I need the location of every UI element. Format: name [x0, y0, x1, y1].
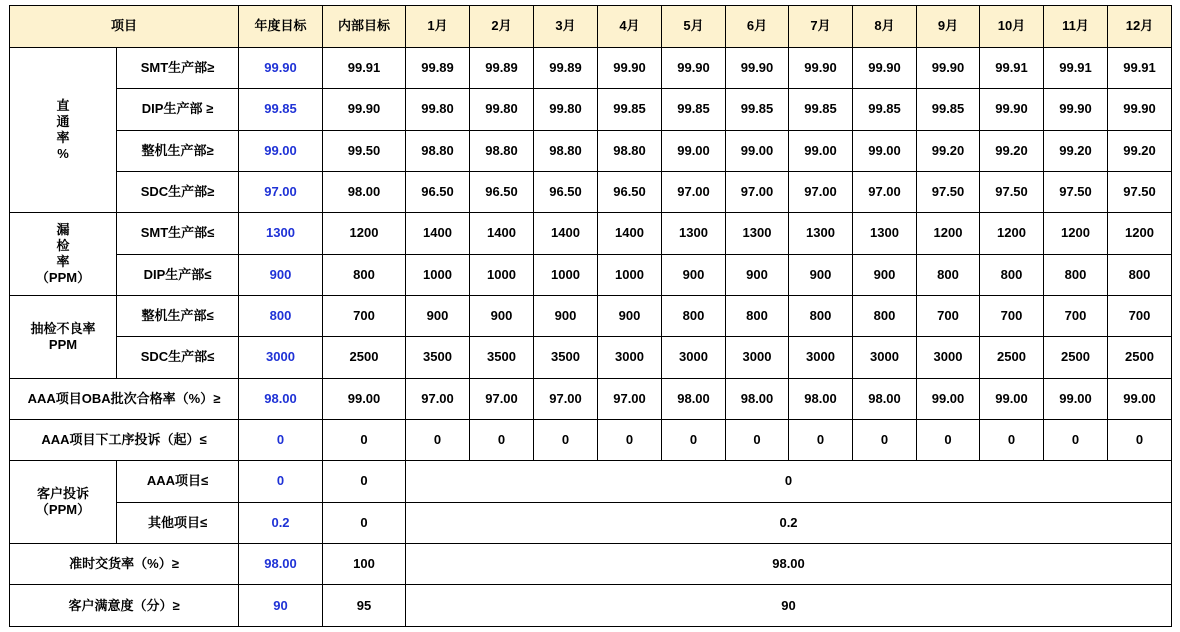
- month-cell: 800: [1108, 254, 1172, 295]
- month-cell: 98.00: [853, 378, 917, 419]
- month-cell: 97.50: [980, 172, 1044, 213]
- internal-target-cell: 0: [323, 461, 406, 502]
- month-cell: 1400: [406, 213, 470, 254]
- month-cell: 800: [789, 296, 853, 337]
- internal-target-cell: 100: [323, 544, 406, 585]
- month-cell: 99.85: [917, 89, 980, 130]
- header-month: 6月: [726, 6, 789, 48]
- month-cell: 98.80: [406, 130, 470, 171]
- month-cell: 99.89: [406, 48, 470, 89]
- month-cell: 98.00: [726, 378, 789, 419]
- month-cell: 1000: [598, 254, 662, 295]
- month-cell: 99.20: [1044, 130, 1108, 171]
- month-cell: 900: [406, 296, 470, 337]
- month-cell: 99.85: [598, 89, 662, 130]
- row-label: AAA项目下工序投诉（起）≤: [10, 420, 239, 461]
- month-cell: 96.50: [470, 172, 534, 213]
- header-month: 2月: [470, 6, 534, 48]
- month-cell: 900: [470, 296, 534, 337]
- month-cell: 0: [406, 420, 470, 461]
- month-cell: 98.00: [789, 378, 853, 419]
- month-cell: 99.90: [917, 48, 980, 89]
- row-label: SMT生产部≥: [117, 48, 239, 89]
- month-cell: 1400: [470, 213, 534, 254]
- merged-month-cell: 0.2: [406, 502, 1172, 543]
- annual-target-cell: 98.00: [239, 378, 323, 419]
- month-cell: 3000: [726, 337, 789, 378]
- month-cell: 96.50: [598, 172, 662, 213]
- month-cell: 0: [598, 420, 662, 461]
- month-cell: 2500: [1044, 337, 1108, 378]
- month-cell: 99.85: [789, 89, 853, 130]
- month-cell: 700: [1044, 296, 1108, 337]
- internal-target-cell: 99.00: [323, 378, 406, 419]
- month-cell: 3500: [470, 337, 534, 378]
- table-row: [10, 213, 1172, 254]
- month-cell: 99.90: [1044, 89, 1108, 130]
- merged-month-cell: 98.00: [406, 544, 1172, 585]
- month-cell: 900: [853, 254, 917, 295]
- month-cell: 2500: [980, 337, 1044, 378]
- row-label: DIP生产部≤: [117, 254, 239, 295]
- month-cell: 800: [853, 296, 917, 337]
- month-cell: 900: [534, 296, 598, 337]
- month-cell: 99.91: [1044, 48, 1108, 89]
- annual-target-cell: 97.00: [239, 172, 323, 213]
- month-cell: 99.85: [726, 89, 789, 130]
- month-cell: 0: [789, 420, 853, 461]
- month-cell: 0: [917, 420, 980, 461]
- month-cell: 1400: [534, 213, 598, 254]
- month-cell: 1400: [598, 213, 662, 254]
- month-cell: 1200: [980, 213, 1044, 254]
- month-cell: 2500: [1108, 337, 1172, 378]
- annual-target-cell: 800: [239, 296, 323, 337]
- month-cell: 99.00: [1108, 378, 1172, 419]
- header-month: 10月: [980, 6, 1044, 48]
- month-cell: 97.50: [1044, 172, 1108, 213]
- month-cell: 3500: [406, 337, 470, 378]
- month-cell: 900: [726, 254, 789, 295]
- month-cell: 98.80: [534, 130, 598, 171]
- table-row: [10, 48, 1172, 89]
- header-internal-target: 内部目标: [323, 6, 406, 48]
- month-cell: 0: [662, 420, 726, 461]
- category-cell: 直 通 率 %: [10, 48, 117, 213]
- month-cell: 97.00: [534, 378, 598, 419]
- month-cell: 800: [662, 296, 726, 337]
- annual-target-cell: 99.85: [239, 89, 323, 130]
- annual-target-cell: 0: [239, 461, 323, 502]
- month-cell: 98.80: [470, 130, 534, 171]
- month-cell: 99.90: [662, 48, 726, 89]
- row-label: AAA项目OBA批次合格率（%）≥: [10, 378, 239, 419]
- internal-target-cell: 99.91: [323, 48, 406, 89]
- month-cell: 99.20: [1108, 130, 1172, 171]
- month-cell: 0: [1108, 420, 1172, 461]
- month-cell: 3000: [917, 337, 980, 378]
- month-cell: 97.00: [853, 172, 917, 213]
- month-cell: 99.00: [917, 378, 980, 419]
- annual-target-cell: 90: [239, 585, 323, 627]
- header-row: [10, 6, 1172, 48]
- table-row: [10, 296, 1172, 337]
- month-cell: 0: [470, 420, 534, 461]
- header-month: 7月: [789, 6, 853, 48]
- month-cell: 800: [980, 254, 1044, 295]
- month-cell: 99.91: [980, 48, 1044, 89]
- header-month: 5月: [662, 6, 726, 48]
- month-cell: 800: [917, 254, 980, 295]
- row-label: DIP生产部 ≥: [117, 89, 239, 130]
- header-month: 1月: [406, 6, 470, 48]
- month-cell: 98.00: [662, 378, 726, 419]
- merged-month-cell: 90: [406, 585, 1172, 627]
- month-cell: 1000: [534, 254, 598, 295]
- annual-target-cell: 0: [239, 420, 323, 461]
- quality-targets-table: [9, 5, 1172, 627]
- month-cell: 1000: [406, 254, 470, 295]
- month-cell: 96.50: [534, 172, 598, 213]
- month-cell: 97.00: [662, 172, 726, 213]
- month-cell: 1300: [662, 213, 726, 254]
- month-cell: 1300: [789, 213, 853, 254]
- month-cell: 1200: [917, 213, 980, 254]
- row-label: 整机生产部≥: [117, 130, 239, 171]
- table-row: [10, 172, 1172, 213]
- table-row: [10, 337, 1172, 378]
- month-cell: 97.50: [1108, 172, 1172, 213]
- month-cell: 3000: [853, 337, 917, 378]
- header-month: 8月: [853, 6, 917, 48]
- internal-target-cell: 0: [323, 420, 406, 461]
- row-label: 整机生产部≤: [117, 296, 239, 337]
- month-cell: 99.80: [406, 89, 470, 130]
- table-row: [10, 378, 1172, 419]
- annual-target-cell: 99.90: [239, 48, 323, 89]
- internal-target-cell: 700: [323, 296, 406, 337]
- table-row: [10, 585, 1172, 627]
- month-cell: 97.50: [917, 172, 980, 213]
- header-item: 项目: [10, 6, 239, 48]
- month-cell: 97.00: [598, 378, 662, 419]
- month-cell: 99.85: [662, 89, 726, 130]
- merged-month-cell: 0: [406, 461, 1172, 502]
- row-label: AAA项目≤: [117, 461, 239, 502]
- header-month: 9月: [917, 6, 980, 48]
- month-cell: 99.20: [980, 130, 1044, 171]
- month-cell: 1000: [470, 254, 534, 295]
- internal-target-cell: 98.00: [323, 172, 406, 213]
- internal-target-cell: 95: [323, 585, 406, 627]
- month-cell: 0: [1044, 420, 1108, 461]
- month-cell: 99.90: [1108, 89, 1172, 130]
- month-cell: 97.00: [789, 172, 853, 213]
- month-cell: 99.89: [470, 48, 534, 89]
- month-cell: 99.90: [726, 48, 789, 89]
- month-cell: 800: [726, 296, 789, 337]
- annual-target-cell: 1300: [239, 213, 323, 254]
- header-month: 12月: [1108, 6, 1172, 48]
- internal-target-cell: 800: [323, 254, 406, 295]
- annual-target-cell: 3000: [239, 337, 323, 378]
- category-cell: 客户投诉 （PPM）: [10, 461, 117, 544]
- month-cell: 99.00: [853, 130, 917, 171]
- table-row: [10, 544, 1172, 585]
- month-cell: 99.00: [662, 130, 726, 171]
- month-cell: 96.50: [406, 172, 470, 213]
- month-cell: 700: [980, 296, 1044, 337]
- table-row: [10, 420, 1172, 461]
- month-cell: 0: [853, 420, 917, 461]
- month-cell: 3000: [662, 337, 726, 378]
- month-cell: 700: [1108, 296, 1172, 337]
- row-label: SDC生产部≥: [117, 172, 239, 213]
- month-cell: 99.00: [1044, 378, 1108, 419]
- month-cell: 99.90: [598, 48, 662, 89]
- row-label: SMT生产部≤: [117, 213, 239, 254]
- month-cell: 900: [662, 254, 726, 295]
- month-cell: 97.00: [406, 378, 470, 419]
- internal-target-cell: 99.90: [323, 89, 406, 130]
- table-row: [10, 130, 1172, 171]
- table-row: [10, 254, 1172, 295]
- month-cell: 3000: [789, 337, 853, 378]
- month-cell: 900: [598, 296, 662, 337]
- category-cell: 抽检不良率 PPM: [10, 296, 117, 379]
- internal-target-cell: 0: [323, 502, 406, 543]
- month-cell: 1200: [1044, 213, 1108, 254]
- month-cell: 99.80: [470, 89, 534, 130]
- month-cell: 99.00: [726, 130, 789, 171]
- row-label: 准时交货率（%）≥: [10, 544, 239, 585]
- month-cell: 700: [917, 296, 980, 337]
- category-cell: 漏 检 率 （PPM）: [10, 213, 117, 296]
- row-label: 其他项目≤: [117, 502, 239, 543]
- month-cell: 99.91: [1108, 48, 1172, 89]
- month-cell: 99.89: [534, 48, 598, 89]
- month-cell: 99.90: [789, 48, 853, 89]
- row-label: 客户满意度（分）≥: [10, 585, 239, 627]
- header-annual-target: 年度目标: [239, 6, 323, 48]
- month-cell: 99.85: [853, 89, 917, 130]
- header-month: 4月: [598, 6, 662, 48]
- month-cell: 0: [534, 420, 598, 461]
- row-label: SDC生产部≤: [117, 337, 239, 378]
- month-cell: 800: [1044, 254, 1108, 295]
- month-cell: 1300: [853, 213, 917, 254]
- month-cell: 99.90: [980, 89, 1044, 130]
- annual-target-cell: 0.2: [239, 502, 323, 543]
- month-cell: 0: [980, 420, 1044, 461]
- month-cell: 99.00: [980, 378, 1044, 419]
- internal-target-cell: 99.50: [323, 130, 406, 171]
- table-row: [10, 461, 1172, 502]
- header-month: 11月: [1044, 6, 1108, 48]
- table-row: [10, 89, 1172, 130]
- annual-target-cell: 98.00: [239, 544, 323, 585]
- month-cell: 3000: [598, 337, 662, 378]
- month-cell: 98.80: [598, 130, 662, 171]
- month-cell: 900: [789, 254, 853, 295]
- month-cell: 99.00: [789, 130, 853, 171]
- header-month: 3月: [534, 6, 598, 48]
- annual-target-cell: 99.00: [239, 130, 323, 171]
- month-cell: 99.20: [917, 130, 980, 171]
- month-cell: 99.80: [534, 89, 598, 130]
- month-cell: 3500: [534, 337, 598, 378]
- month-cell: 97.00: [470, 378, 534, 419]
- month-cell: 1300: [726, 213, 789, 254]
- month-cell: 97.00: [726, 172, 789, 213]
- internal-target-cell: 1200: [323, 213, 406, 254]
- internal-target-cell: 2500: [323, 337, 406, 378]
- month-cell: 1200: [1108, 213, 1172, 254]
- table-row: [10, 502, 1172, 543]
- annual-target-cell: 900: [239, 254, 323, 295]
- month-cell: 99.90: [853, 48, 917, 89]
- month-cell: 0: [726, 420, 789, 461]
